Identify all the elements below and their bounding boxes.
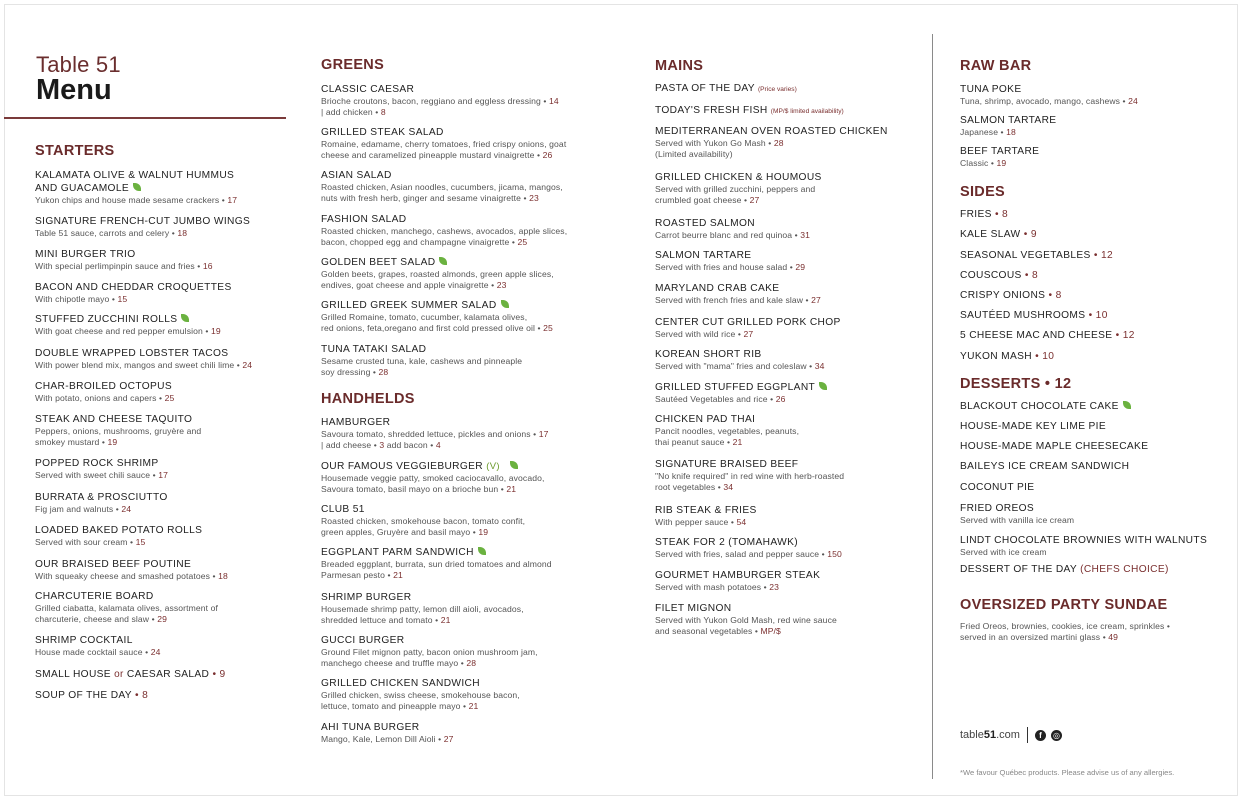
facebook-icon[interactable]: f <box>1035 730 1046 741</box>
price: 34 <box>723 482 734 493</box>
footer-divider <box>1027 727 1028 743</box>
title-divider <box>4 117 286 119</box>
price: 28 <box>466 658 477 669</box>
price: 27 <box>443 734 454 744</box>
menu-item: MARYLAND CRAB CAKE Served with french fries and kale slaw • 27 <box>655 283 821 305</box>
menu-item: BACON AND CHEDDAR CROQUETTES With chipotle mayo • 15 <box>35 282 232 304</box>
price: 19 <box>210 326 221 336</box>
price: 19 <box>107 437 118 448</box>
menu-item: 5 CHEESE MAC AND CHEESE • 12 <box>960 330 1135 341</box>
price: 21 <box>732 437 743 448</box>
price: 24 <box>121 504 132 514</box>
menu-item: OUR BRAISED BEEF POUTINE With squeaky cheese and smashed potatoes • 18 <box>35 559 228 581</box>
section-title-mains: MAINS <box>655 58 704 74</box>
menu-item: SOUP OF THE DAY • 8 <box>35 690 149 701</box>
vegetarian-leaf-icon <box>819 382 827 390</box>
price: 14 <box>549 96 559 106</box>
price: 27 <box>811 295 821 305</box>
menu-item: BURRATA & PROSCIUTTO Fig jam and walnuts • 24 <box>35 492 168 514</box>
column-divider <box>932 34 933 779</box>
price: 9 <box>1030 229 1037 240</box>
menu-item: GUCCI BURGER Ground Filet mignon patty, bacon onion mushroom jam, manchego cheese and truffle mayo • 28 <box>321 635 538 669</box>
allergy-note: *We favour Québec products. Please advise us of any allergies. <box>960 768 1175 777</box>
menu-item: SIGNATURE BRAISED BEEF "No knife required" in red wine with herb-roasted root vegetables • 34 <box>655 459 845 493</box>
menu-item: COCONUT PIE <box>960 482 1035 493</box>
menu-item: KOREAN SHORT RIB Served with "mama" fries and coleslaw • 34 <box>655 349 825 371</box>
price: 29 <box>795 262 806 272</box>
menu-item: ASIAN SALAD Roasted chicken, Asian noodles, cucumbers, jicama, mangos, nuts with fresh herb, ginger and sesame vinaigrette • 23 <box>321 170 563 204</box>
vegetarian-leaf-icon <box>501 300 509 308</box>
menu-item: STEAK FOR 2 (TOMAHAWK) Served with fries, salad and pepper sauce • 150 <box>655 537 842 559</box>
vegetarian-leaf-icon <box>1123 401 1131 409</box>
menu-item: BLACKOUT CHOCOLATE CAKE <box>960 400 1131 413</box>
price: 18 <box>1006 127 1016 137</box>
menu-item: GOLDEN BEET SALAD Golden beets, grapes, roasted almonds, green apple slices, endives, goat cheese and apple vinaigrette • 23 <box>321 257 554 291</box>
menu-item: CRISPY ONIONS • 8 <box>960 290 1062 301</box>
restaurant-name: Table 51 <box>36 52 121 77</box>
price: 25 <box>517 237 528 248</box>
menu-item: CLASSIC CAESAR Brioche croutons, bacon, reggiano and eggless dressing • 14 | add chicken • 8 <box>321 84 559 118</box>
section-title-sides: SIDES <box>960 184 1006 200</box>
menu-item: CHICKEN PAD THAI Pancit noodles, vegetables, peanuts, thai peanut sauce • 21 <box>655 414 800 448</box>
price: 23 <box>496 280 507 291</box>
price: 8 <box>1002 209 1009 220</box>
menu-item: SALMON TARTARE Japanese • 18 <box>960 115 1057 137</box>
instagram-icon[interactable]: ◎ <box>1051 730 1062 741</box>
section-title-greens: GREENS <box>321 57 385 73</box>
price: 15 <box>135 537 146 547</box>
vegetarian-leaf-icon <box>478 547 486 555</box>
price: 17 <box>158 470 168 480</box>
vegetarian-leaf-icon <box>133 183 141 191</box>
price: 10 <box>1095 310 1108 321</box>
menu-item: POPPED ROCK SHRIMP Served with sweet chili sauce • 17 <box>35 458 168 480</box>
price: 21 <box>393 570 403 581</box>
menu-item: GRILLED STEAK SALAD Romaine, edamame, cherry tomatoes, fried crispy onions, goat cheese and caramelized pineapple mustard vinaigrette • 26 <box>321 127 567 161</box>
price: 21 <box>440 615 451 626</box>
price: 18 <box>218 571 228 581</box>
menu-item: Fried Oreos, brownies, cookies, ice cream, sprinkles • served in an oversized martini glass • 49 <box>960 621 1170 643</box>
price: 24 <box>150 647 161 657</box>
price: 9 <box>219 669 226 680</box>
price: 27 <box>749 195 760 206</box>
price: 24 <box>1128 96 1138 106</box>
vegetarian-leaf-icon <box>510 461 518 469</box>
price: 25 <box>164 393 175 403</box>
price: 150 <box>827 549 842 559</box>
menu-item: TUNA TATAKI SALAD Sesame crusted tuna, kale, cashews and pinneaple soy dressing • 28 <box>321 344 523 378</box>
price: 23 <box>529 193 539 204</box>
menu-item: LOADED BAKED POTATO ROLLS Served with sour cream • 15 <box>35 525 203 547</box>
menu-item: FASHION SALAD Roasted chicken, manchego, cashews, avocados, apple slices, bacon, chopped egg and champagne vinaigrette • 25 <box>321 214 568 248</box>
price: 31 <box>800 230 811 240</box>
menu-item: DESSERT OF THE DAY (CHEFS CHOICE) <box>960 564 1169 575</box>
price: 21 <box>468 701 479 712</box>
price: 25 <box>543 323 553 334</box>
menu-item: COUSCOUS • 8 <box>960 270 1038 281</box>
section-title-raw-bar: RAW BAR <box>960 58 1032 74</box>
price: 23 <box>769 582 780 592</box>
price: 10 <box>1042 351 1055 362</box>
price: 16 <box>202 261 213 271</box>
price: 28 <box>773 138 784 148</box>
price: 12 <box>1122 330 1135 341</box>
menu-item: YUKON MASH • 10 <box>960 351 1055 362</box>
price: 54 <box>736 517 747 527</box>
menu-item: SAUTÉED MUSHROOMS • 10 <box>960 310 1108 321</box>
menu-item: CENTER CUT GRILLED PORK CHOP Served with wild rice • 27 <box>655 317 841 339</box>
price: 19 <box>478 527 489 538</box>
price: 8 <box>142 690 149 701</box>
price: 34 <box>814 361 825 371</box>
menu-item: SALMON TARTARE Served with fries and house salad • 29 <box>655 250 806 272</box>
menu-item: OUR FAMOUS VEGGIEBURGER (V) Housemade veggie patty, smoked caciocavallo, avocado, Savoura tomato, basil mayo on a brioche bun • 21 <box>321 461 545 495</box>
price: MP/$ <box>760 626 781 637</box>
price: 8 <box>380 107 386 118</box>
price: 15 <box>117 294 128 304</box>
price: 26 <box>542 150 553 161</box>
menu-item: BEEF TARTARE Classic • 19 <box>960 146 1040 168</box>
menu-item: CHARCUTERIE BOARD Grilled ciabatta, kalamata olives, assortment of charcuterie, cheese and slaw • 29 <box>35 591 218 625</box>
price: 26 <box>775 394 786 404</box>
price: 12 <box>1100 250 1113 261</box>
website-link[interactable]: table51.com <box>960 729 1020 741</box>
menu-item: SHRIMP BURGER Housemade shrimp patty, lemon dill aioli, avocados, shredded lettuce and tomato • 21 <box>321 592 524 626</box>
menu-item: SEASONAL VEGETABLES • 12 <box>960 250 1113 261</box>
menu-item: AHI TUNA BURGER Mango, Kale, Lemon Dill Aioli • 27 <box>321 722 454 744</box>
price: 8 <box>1055 290 1062 301</box>
section-title-starters: STARTERS <box>35 143 115 159</box>
menu-item: BAILEYS ICE CREAM SANDWICH <box>960 461 1130 472</box>
menu-item: SIGNATURE FRENCH-CUT JUMBO WINGS Table 51 sauce, carrots and celery • 18 <box>35 216 251 238</box>
page-title: Menu <box>36 74 112 106</box>
menu-item: MEDITERRANEAN OVEN ROASTED CHICKEN Served with Yukon Go Mash • 28 (Limited availability) <box>655 126 888 160</box>
menu-item: ROASTED SALMON Carrot beurre blanc and red quinoa • 31 <box>655 218 811 240</box>
section-title-sundae: OVERSIZED PARTY SUNDAE <box>960 597 1168 613</box>
price: 17 <box>538 429 549 439</box>
menu-item: CHAR-BROILED OCTOPUS With potato, onions and capers • 25 <box>35 381 175 403</box>
price: 29 <box>157 614 167 625</box>
menu-item: FILET MIGNON Served with Yukon Gold Mash, red wine sauce and seasonal vegetables • MP/$ <box>655 603 837 637</box>
price: 18 <box>177 228 188 238</box>
price: 27 <box>743 329 754 339</box>
vegetarian-leaf-icon <box>439 257 447 265</box>
menu-item: GOURMET HAMBURGER STEAK Served with mash potatoes • 23 <box>655 570 821 592</box>
menu-item: GRILLED GREEK SUMMER SALAD Grilled Romaine, tomato, cucumber, kalamata olives, red onions, feta,oregano and first cold pressed olive oil • 25 <box>321 300 553 334</box>
menu-item: PASTA OF THE DAY (Price varies) <box>655 83 797 94</box>
menu-item: KALAMATA OLIVE & WALNUT HUMMUS AND GUACAMOLE Yukon chips and house made sesame crackers • 17 <box>35 170 238 205</box>
price: 8 <box>1031 270 1038 281</box>
menu-item: SHRIMP COCKTAIL House made cocktail sauce • 24 <box>35 635 161 657</box>
menu-item: STEAK AND CHEESE TAQUITO Peppers, onions, mushrooms, gruyère and smokey mustard • 19 <box>35 414 202 448</box>
menu-item: FRIES • 8 <box>960 209 1009 220</box>
menu-item: CLUB 51 Roasted chicken, smokehouse bacon, tomato confit, green apples, Gruyère and basil mayo • 19 <box>321 504 526 538</box>
menu-item: GRILLED CHICKEN SANDWICH Grilled chicken, swiss cheese, smokehouse bacon, lettuce, tomato and pineapple mayo • 21 <box>321 678 520 712</box>
price: 17 <box>227 195 238 205</box>
section-title-handhelds: HANDHELDS <box>321 391 415 407</box>
menu-item: HOUSE-MADE MAPLE CHEESECAKE <box>960 441 1149 452</box>
menu-item: KALE SLAW • 9 <box>960 229 1037 240</box>
vegetarian-leaf-icon <box>181 314 189 322</box>
menu-item: LINDT CHOCOLATE BROWNIES WITH WALNUTS Served with ice cream <box>960 535 1208 557</box>
menu-item: EGGPLANT PARM SANDWICH Breaded eggplant, burrata, sun dried tomatoes and almond Parmesan pesto • 21 <box>321 547 552 581</box>
price: 49 <box>1108 632 1119 643</box>
menu-item: RIB STEAK & FRIES With pepper sauce • 54 <box>655 505 757 527</box>
menu-item: MINI BURGER TRIO With special perlimpinpin sauce and fries • 16 <box>35 249 213 271</box>
menu-item: STUFFED ZUCCHINI ROLLS With goat cheese and red pepper emulsion • 19 <box>35 314 221 336</box>
section-title-desserts: DESSERTS • 12 <box>960 376 1072 392</box>
menu-item: TUNA POKE Tuna, shrimp, avocado, mango, cashews • 24 <box>960 84 1138 106</box>
menu-item: GRILLED STUFFED EGGPLANT Sautéed Vegetables and rice • 26 <box>655 381 827 405</box>
price: 24 <box>242 360 253 370</box>
menu-item: TODAY'S FRESH FISH (MP/$ limited availability) <box>655 105 844 116</box>
price: 28 <box>378 367 389 378</box>
price: 19 <box>996 158 1007 168</box>
menu-item: GRILLED CHICKEN & HOUMOUS Served with grilled zucchini, peppers and crumbled goat cheese • 27 <box>655 172 822 206</box>
menu-item: HOUSE-MADE KEY LIME PIE <box>960 421 1106 432</box>
menu-item: HAMBURGER Savoura tomato, shredded lettuce, pickles and onions • 17 | add cheese • 3 add bacon • 4 <box>321 417 549 451</box>
menu-item: FRIED OREOS Served with vanilla ice cream <box>960 503 1075 525</box>
menu-item: SMALL HOUSE or CAESAR SALAD • 9 <box>35 669 226 680</box>
menu-item: DOUBLE WRAPPED LOBSTER TACOS With power blend mix, mangos and sweet chili lime • 24 <box>35 348 253 370</box>
price: 21 <box>506 484 517 495</box>
